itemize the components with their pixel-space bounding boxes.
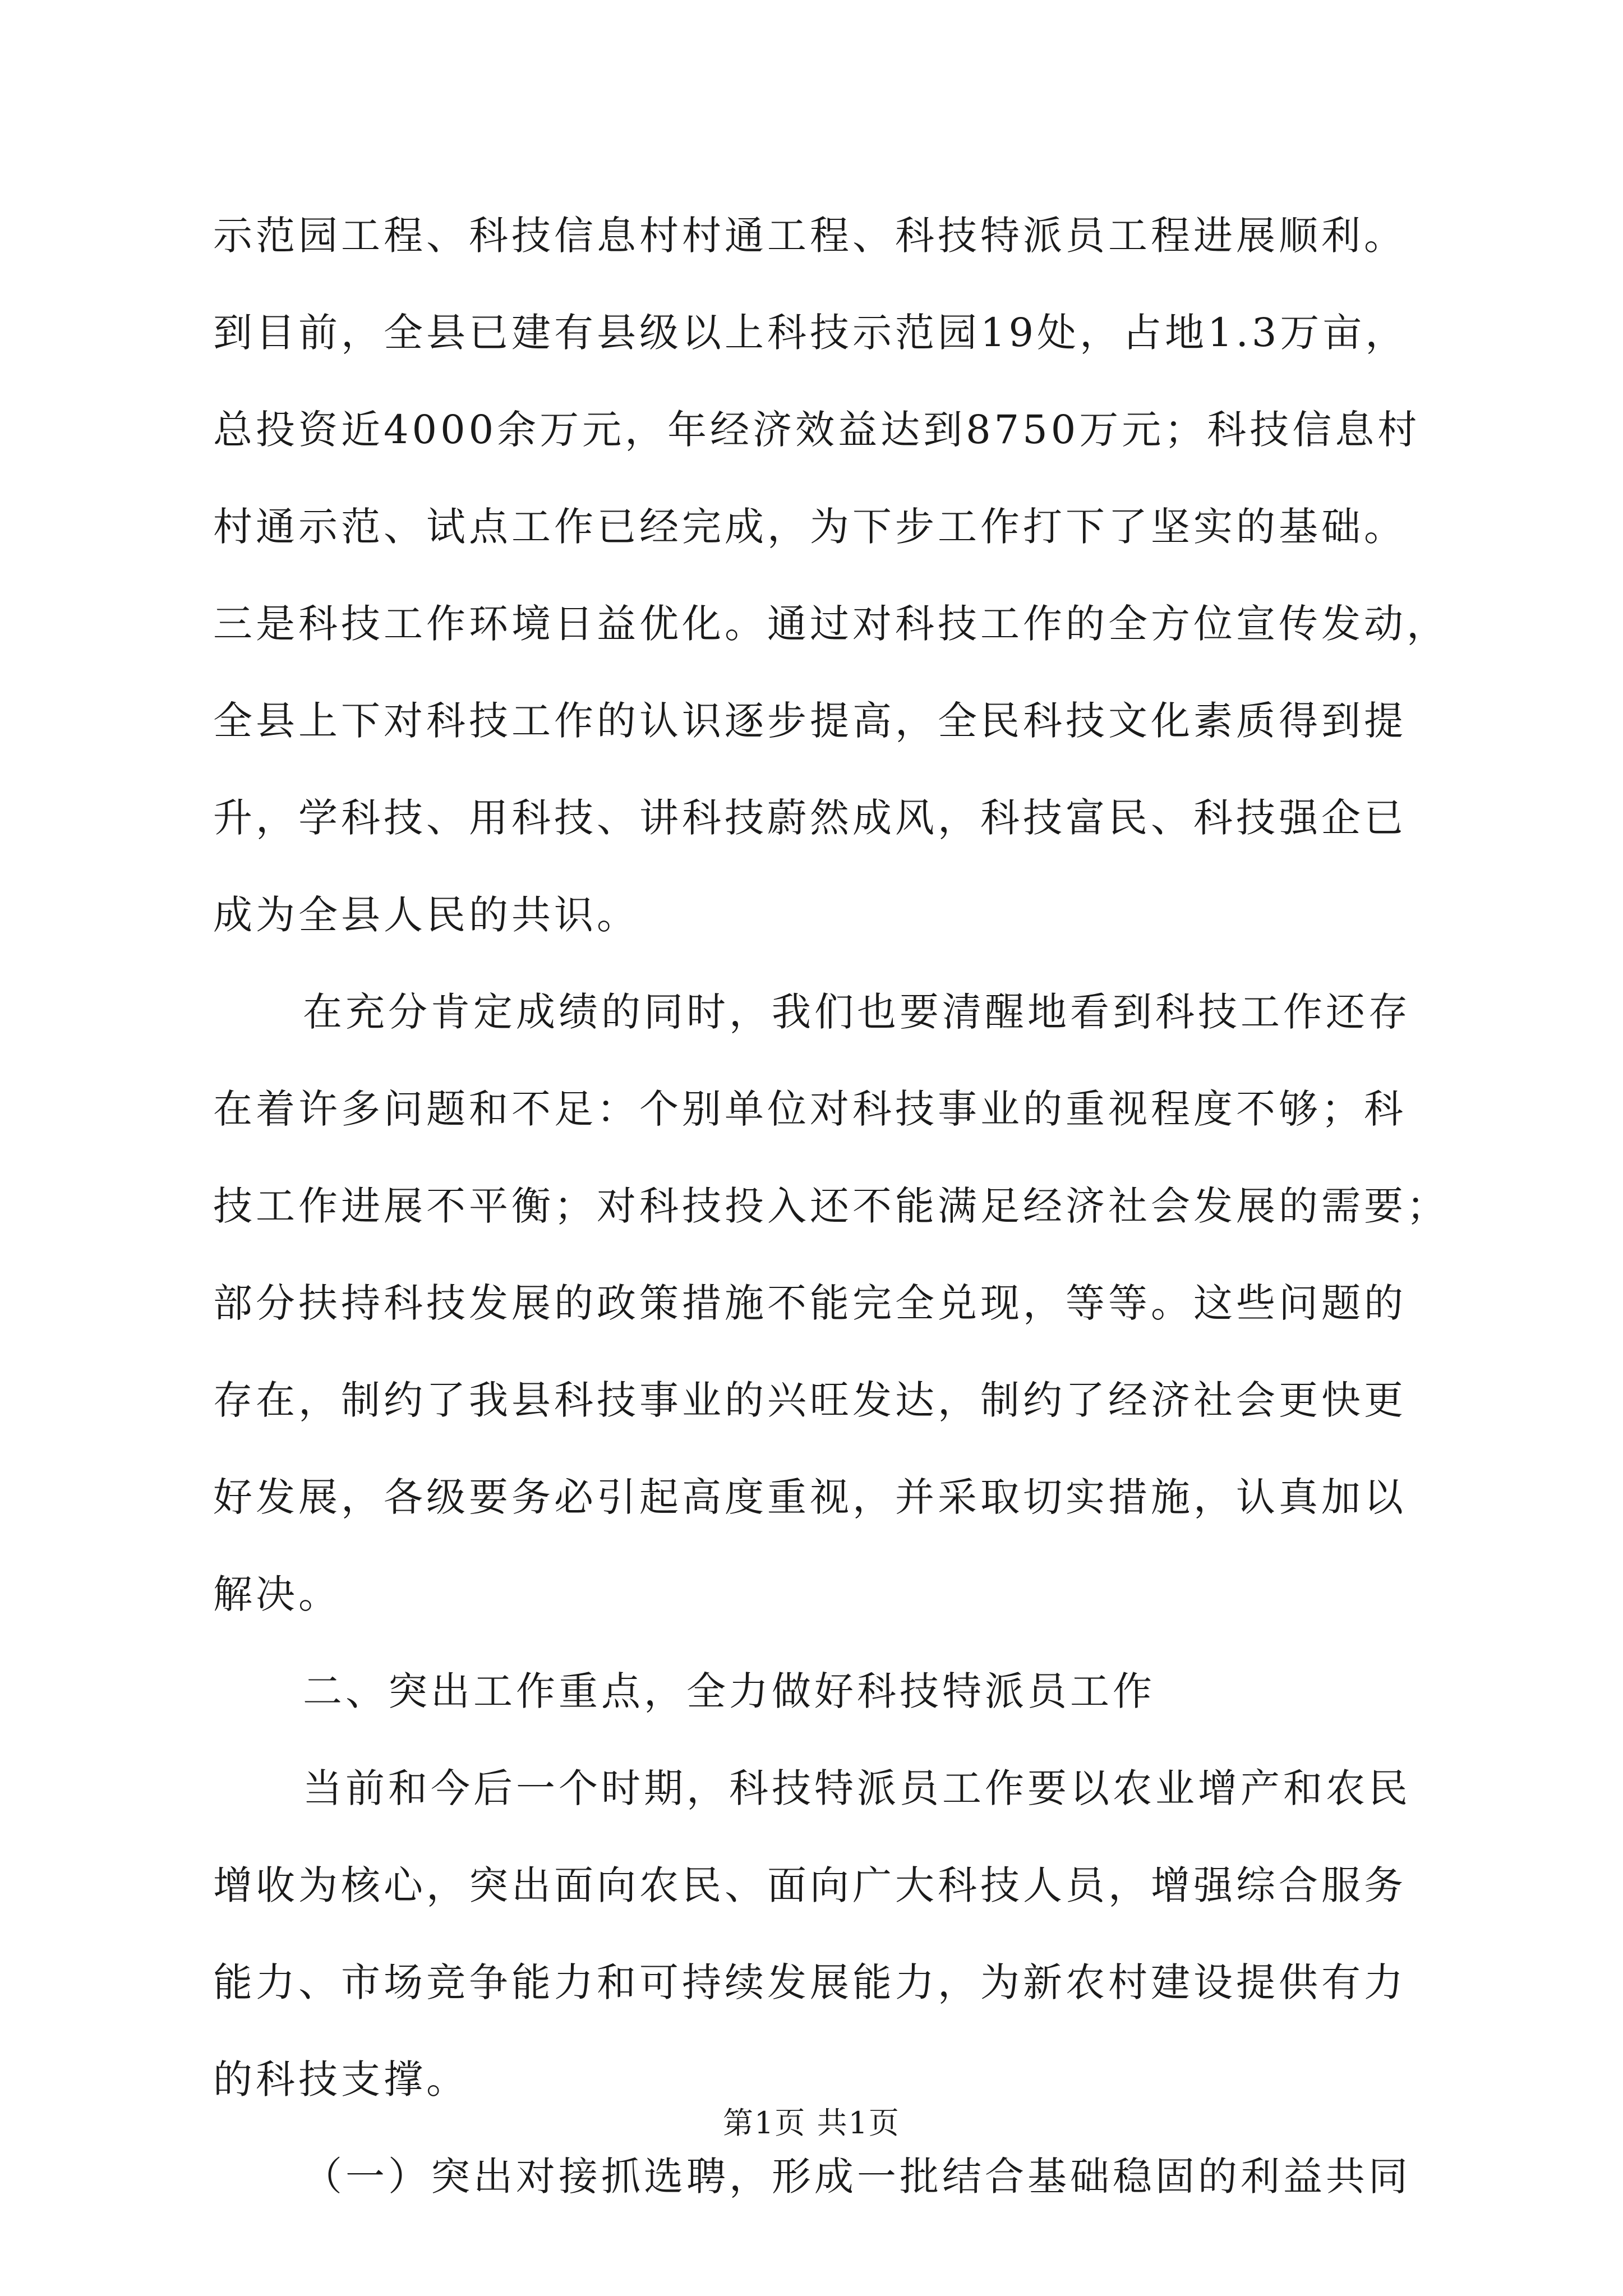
text-line: 部分扶持科技发展的政策措施不能完全兑现，等等。这些问题的 (213, 1280, 1407, 1326)
text-line: 三是科技工作环境日益优化。通过对科技工作的全方位宣传发动， (213, 601, 1449, 647)
text-line: 增收为核心，突出面向农民、面向广大科技人员，增强综合服务 (213, 1862, 1407, 1908)
text-line: 当前和今后一个时期，科技特派员工作要以农业增产和农民 (303, 1765, 1411, 1811)
text-line: 升，学科技、用科技、讲科技蔚然成风，科技富民、科技强企已 (213, 795, 1407, 841)
text-line: 到目前，全县已建有县级以上科技示范园19处，占地1.3万亩， (213, 310, 1408, 356)
subsection-heading: （一）突出对接抓选聘，形成一批结合基础稳固的利益共同 (303, 2154, 1411, 2200)
text-line: 在充分肯定成绩的同时，我们也要清醒地看到科技工作还存 (303, 989, 1411, 1035)
text-line: 示范园工程、科技信息村村通工程、科技特派员工程进展顺利。 (213, 213, 1407, 259)
text-line: 好发展，各级要务必引起高度重视，并采取切实措施，认真加以 (213, 1474, 1407, 1520)
text-line: 总投资近4000余万元，年经济效益达到8750万元；科技信息村 (213, 407, 1421, 453)
text-line: 在着许多问题和不足：个别单位对科技事业的重视程度不够；科 (213, 1086, 1407, 1132)
text-line: 的科技支撑。 (213, 2056, 469, 2102)
text-line: 技工作进展不平衡；对科技投入还不能满足经济社会发展的需要； (213, 1183, 1449, 1229)
text-line: 存在，制约了我县科技事业的兴旺发达，制约了经济社会更快更 (213, 1377, 1407, 1423)
text-line: 能力、市场竞争能力和可持续发展能力，为新农村建设提供有力 (213, 1959, 1407, 2005)
text-line: 成为全县人民的共识。 (213, 892, 639, 938)
text-line: 解决。 (213, 1571, 341, 1617)
section-heading: 二、突出工作重点，全力做好科技特派员工作 (303, 1668, 1155, 1714)
page-number-footer: 第1页 共1页 (723, 2105, 900, 2141)
text-line: 村通示范、试点工作已经完成，为下步工作打下了坚实的基础。 (213, 504, 1407, 550)
text-line: 全县上下对科技工作的认识逐步提高，全民科技文化素质得到提 (213, 698, 1407, 744)
